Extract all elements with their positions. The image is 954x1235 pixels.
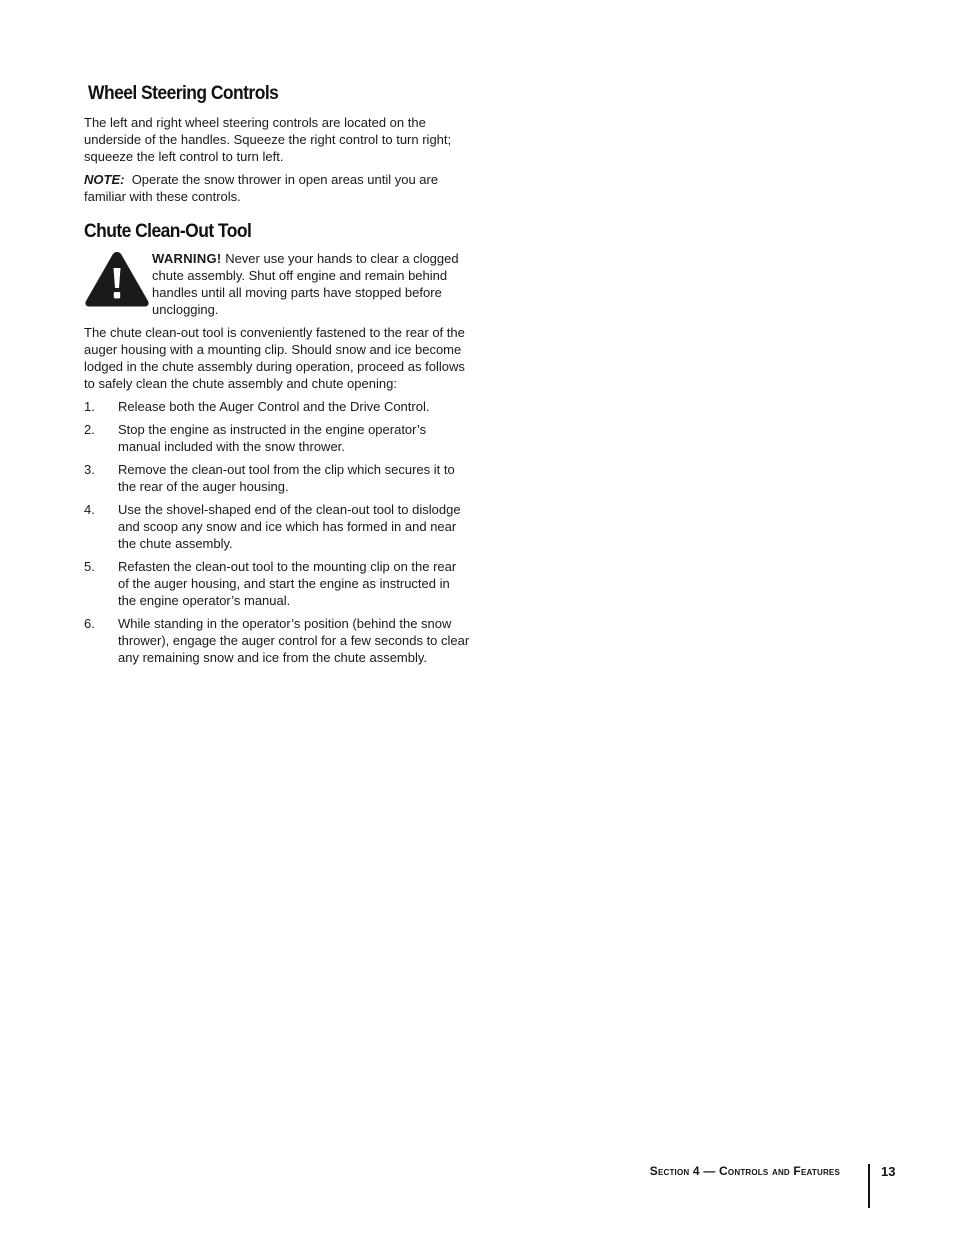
warning-triangle-icon bbox=[84, 250, 152, 318]
wheel-steering-note bbox=[84, 171, 470, 205]
step-number: 5. bbox=[84, 559, 95, 574]
note-label: NOTE: bbox=[84, 172, 125, 187]
step-number: 6. bbox=[84, 616, 95, 631]
step-text: Release both the Auger Control and the Drive Control. bbox=[118, 399, 430, 414]
step-number: 4. bbox=[84, 502, 95, 517]
step-text: Use the shovel-shaped end of the clean-out tool to dislodge and scoop any snow and ice which has formed in and near the chute assembly. bbox=[118, 502, 461, 551]
warning-message: Never use your hands to clear a clogged chute assembly. Shut off engine and remain behind handles until all moving parts have stopped before unclogging. bbox=[152, 251, 459, 317]
note-text: Operate the snow thrower in open areas until you are familiar with these controls. bbox=[84, 172, 439, 204]
chute-intro: The chute clean-out tool is conveniently fastened to the rear of the auger housing with a mounting clip. Should snow and ice become lodged in the chute assembly during operation, proceed as follows to safely clean the chute assembly and chute opening: bbox=[84, 325, 465, 391]
list-item bbox=[84, 461, 470, 495]
step-text: While standing in the operator’s position (behind the snow thrower), engage the auger control for a few seconds to clear any remaining snow and ice from the chute assembly. bbox=[118, 616, 470, 665]
step-number: 2. bbox=[84, 422, 95, 437]
warning-block bbox=[84, 250, 470, 318]
list-item bbox=[84, 398, 470, 415]
list-item bbox=[84, 615, 470, 666]
step-text: Stop the engine as instructed in the engine operator’s manual included with the snow thrower. bbox=[118, 422, 427, 454]
step-number: 1. bbox=[84, 399, 95, 414]
warning-label: WARNING! bbox=[152, 251, 222, 266]
footer-section-title: Section 4 — Controls and Features bbox=[649, 1164, 840, 1178]
warning-text bbox=[152, 250, 464, 318]
page-footer bbox=[560, 1160, 900, 1208]
step-text: Refasten the clean-out tool to the mounting clip on the rear of the auger housing, and start the engine as instructed in the engine operator’s manual. bbox=[118, 559, 457, 608]
wheel-steering-body: The left and right wheel steering controls are located on the underside of the handles. Squeeze the right control to turn right; squeeze the left control to turn left. bbox=[84, 115, 452, 164]
wheel-steering-heading: Wheel Steering Controls bbox=[88, 83, 279, 104]
list-item bbox=[84, 501, 470, 552]
chute-cleanout-heading: Chute Clean-Out Tool bbox=[84, 221, 252, 242]
list-item bbox=[84, 558, 470, 609]
step-number: 3. bbox=[84, 462, 95, 477]
page-number: 13 bbox=[881, 1164, 896, 1179]
steps-list bbox=[84, 398, 470, 666]
step-text: Remove the clean-out tool from the clip which secures it to the rear of the auger housing. bbox=[118, 462, 455, 494]
footer-divider bbox=[868, 1164, 870, 1208]
list-item bbox=[84, 421, 470, 455]
content-column bbox=[84, 80, 470, 672]
